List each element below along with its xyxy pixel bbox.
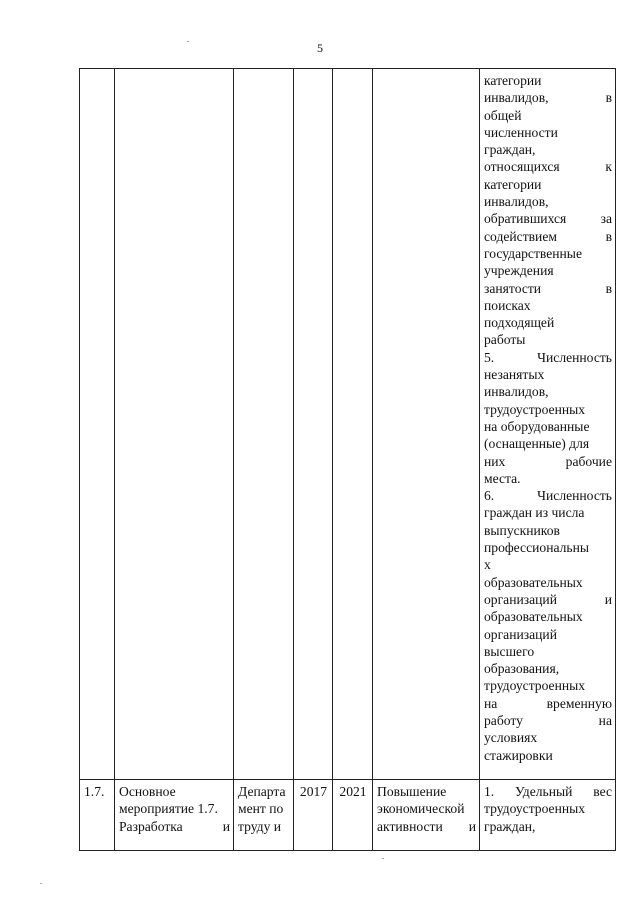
text-line: инвалидов, <box>484 384 549 400</box>
text-line: мероприятие 1.7. <box>119 801 218 817</box>
text-line: инвалидов, в <box>484 90 612 106</box>
text-line: граждан, <box>484 142 536 158</box>
text-line: учреждения <box>484 263 554 279</box>
cell-activity <box>115 780 234 851</box>
text-line: инвалидов, <box>484 194 549 210</box>
text-line: (оснащенные) для <box>484 436 590 452</box>
text-line: общей <box>484 107 522 123</box>
text-line: поисках <box>484 297 531 313</box>
text-line: обратившихся за <box>484 211 612 227</box>
result-text <box>377 783 476 835</box>
cell-indicators <box>480 780 616 851</box>
cell-number <box>80 69 115 780</box>
measures-table <box>79 68 616 851</box>
activity-text <box>119 783 230 835</box>
text-line: стажировки <box>484 747 553 763</box>
text-line: трудоустроенных <box>484 801 586 817</box>
text-line: профессиональны <box>484 540 590 556</box>
cell-start-year: 2017 <box>294 780 333 851</box>
text-line: граждан из числа <box>484 505 585 521</box>
text-line: трудоустроенных <box>484 678 586 694</box>
cell-number: 1.7. <box>80 780 115 851</box>
text-line: Основное <box>119 784 176 799</box>
text-line: места. <box>484 470 521 486</box>
text-line: трудоустроенных <box>484 401 586 417</box>
indicator-text <box>484 783 612 835</box>
text-line: Повышение <box>377 784 447 799</box>
text-line: высшего <box>484 643 535 659</box>
cell-end-year: 2021 <box>333 780 373 851</box>
text-line: работы <box>484 332 526 348</box>
text-line: на оборудованные <box>484 418 590 434</box>
cell-activity <box>115 69 234 780</box>
text-line: категории <box>484 73 542 88</box>
cell-result <box>373 69 480 780</box>
text-line: занятости в <box>484 280 612 296</box>
text-line: содействием в <box>484 228 612 244</box>
page-number: 5 <box>317 41 323 55</box>
text-line: экономической <box>377 801 465 817</box>
text-line: численности <box>484 124 558 140</box>
text-line: труду и <box>238 818 282 834</box>
text-line: организаций <box>484 626 557 642</box>
scan-speck <box>382 858 384 859</box>
text-line: активности и <box>377 818 476 834</box>
text-line: работу на <box>484 712 612 728</box>
text-line: относящихся к <box>484 159 612 175</box>
text-line: 1. Удельный вес <box>484 784 612 799</box>
table-row <box>80 780 616 851</box>
cell-end-year <box>333 69 373 780</box>
cell-executor <box>234 780 294 851</box>
text-line: государственные <box>484 245 582 261</box>
text-line: них рабочие <box>484 453 612 469</box>
table-row <box>80 69 616 780</box>
text-line: граждан, <box>484 818 536 834</box>
text-line: Разработка и <box>119 818 230 834</box>
text-line: образования, <box>484 661 560 677</box>
text-line: образовательных <box>484 574 583 590</box>
cell-result <box>373 780 480 851</box>
cell-start-year <box>294 69 333 780</box>
text-line: мент по <box>238 801 284 817</box>
text-line: подходящей <box>484 315 555 331</box>
text-line: 5. Численность <box>484 349 612 365</box>
cell-indicators <box>480 69 616 780</box>
text-line: на временную <box>484 695 612 711</box>
text-line: х <box>484 557 491 573</box>
cell-executor <box>234 69 294 780</box>
text-line: Департа <box>238 784 286 799</box>
text-line: образовательных <box>484 609 583 625</box>
text-line: незанятых <box>484 367 545 383</box>
text-line: категории <box>484 176 542 192</box>
text-line: условиях <box>484 730 538 746</box>
executor-text <box>238 783 290 835</box>
text-line: выпускников <box>484 522 560 538</box>
text-line: организаций и <box>484 591 612 607</box>
scan-speck <box>187 41 189 42</box>
indicator-text <box>484 72 612 764</box>
scan-speck <box>40 883 42 884</box>
text-line: 6. Численность <box>484 488 612 504</box>
